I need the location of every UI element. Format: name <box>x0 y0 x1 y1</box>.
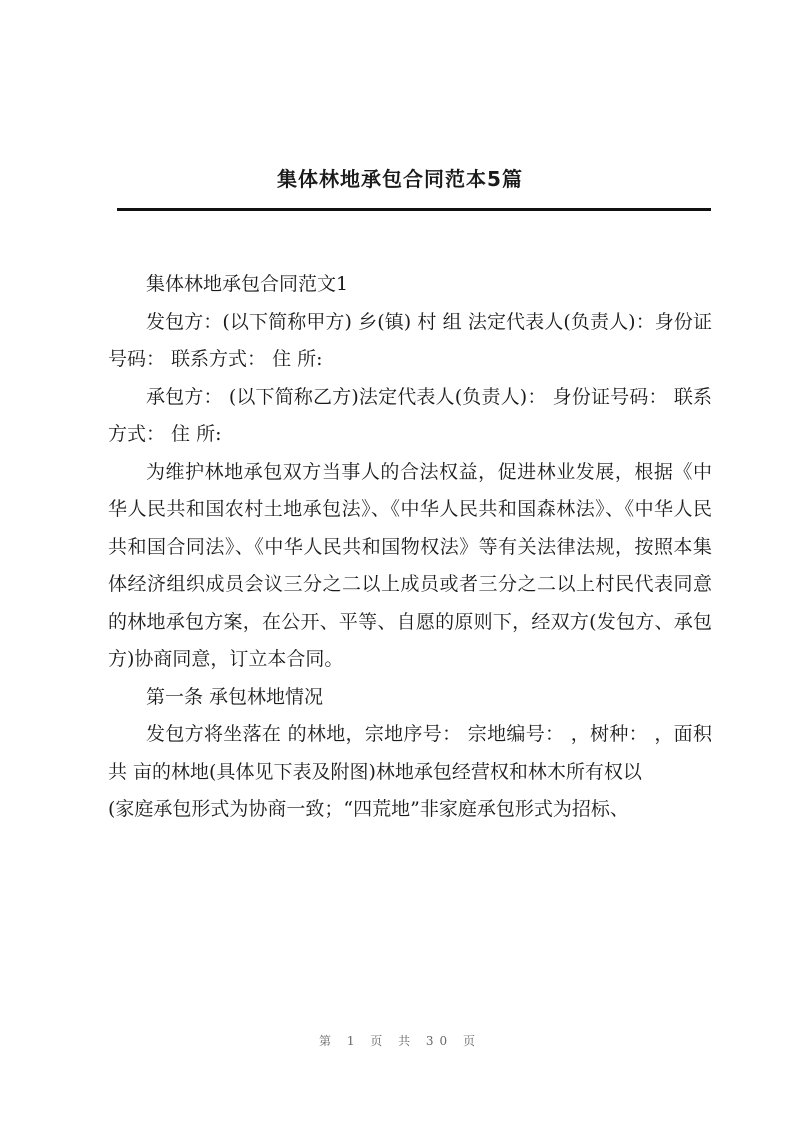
paragraph-preamble: 为维护林地承包双方当事人的合法权益，促进林业发展，根据《中华人民共和国农村土地承包法》、《中华人民共和国森林法》、《中华人民共和国合同法》、《中华人民共和国物权法》等有关法律法规，按照本集体经济组织成员会议三分之二以上成员或者三分之二以上村民代表同意的林地承包方案，在公开、平等、自愿的原则下，经双方(发包方、承包方)协商同意，订立本合同。 <box>108 460 712 670</box>
paragraph-heading: 集体林地承包合同范文1 <box>146 273 349 295</box>
paragraph-continuation: (家庭承包形式为协商一致；“四荒地”非家庭承包形式为招标、 <box>108 798 629 820</box>
page-title: 集体林地承包合同范本5篇 <box>277 167 523 191</box>
paragraph-article-1-body: 发包方将坐落在 的林地，宗地序号： 宗地编号： ，树种： ，面积共 亩的林地(具体见下表及附图)林地承包经营权和林木所有权以 <box>108 723 712 783</box>
paragraph-party-b: 承包方： (以下简称乙方)法定代表人(负责人)： 身份证号码： 联系方式： 住 所: <box>108 385 712 445</box>
paragraph-party-a: 发包方：(以下简称甲方) 乡(镇) 村 组 法定代表人(负责人)：身份证号码： 联系方式： 住 所: <box>108 310 712 370</box>
document-body <box>108 266 712 829</box>
page-footer: 第 1 页 共 30 页 <box>319 1034 481 1048</box>
title-divider <box>117 208 711 211</box>
paragraph-article-1-heading: 第一条 承包林地情况 <box>146 685 324 708</box>
